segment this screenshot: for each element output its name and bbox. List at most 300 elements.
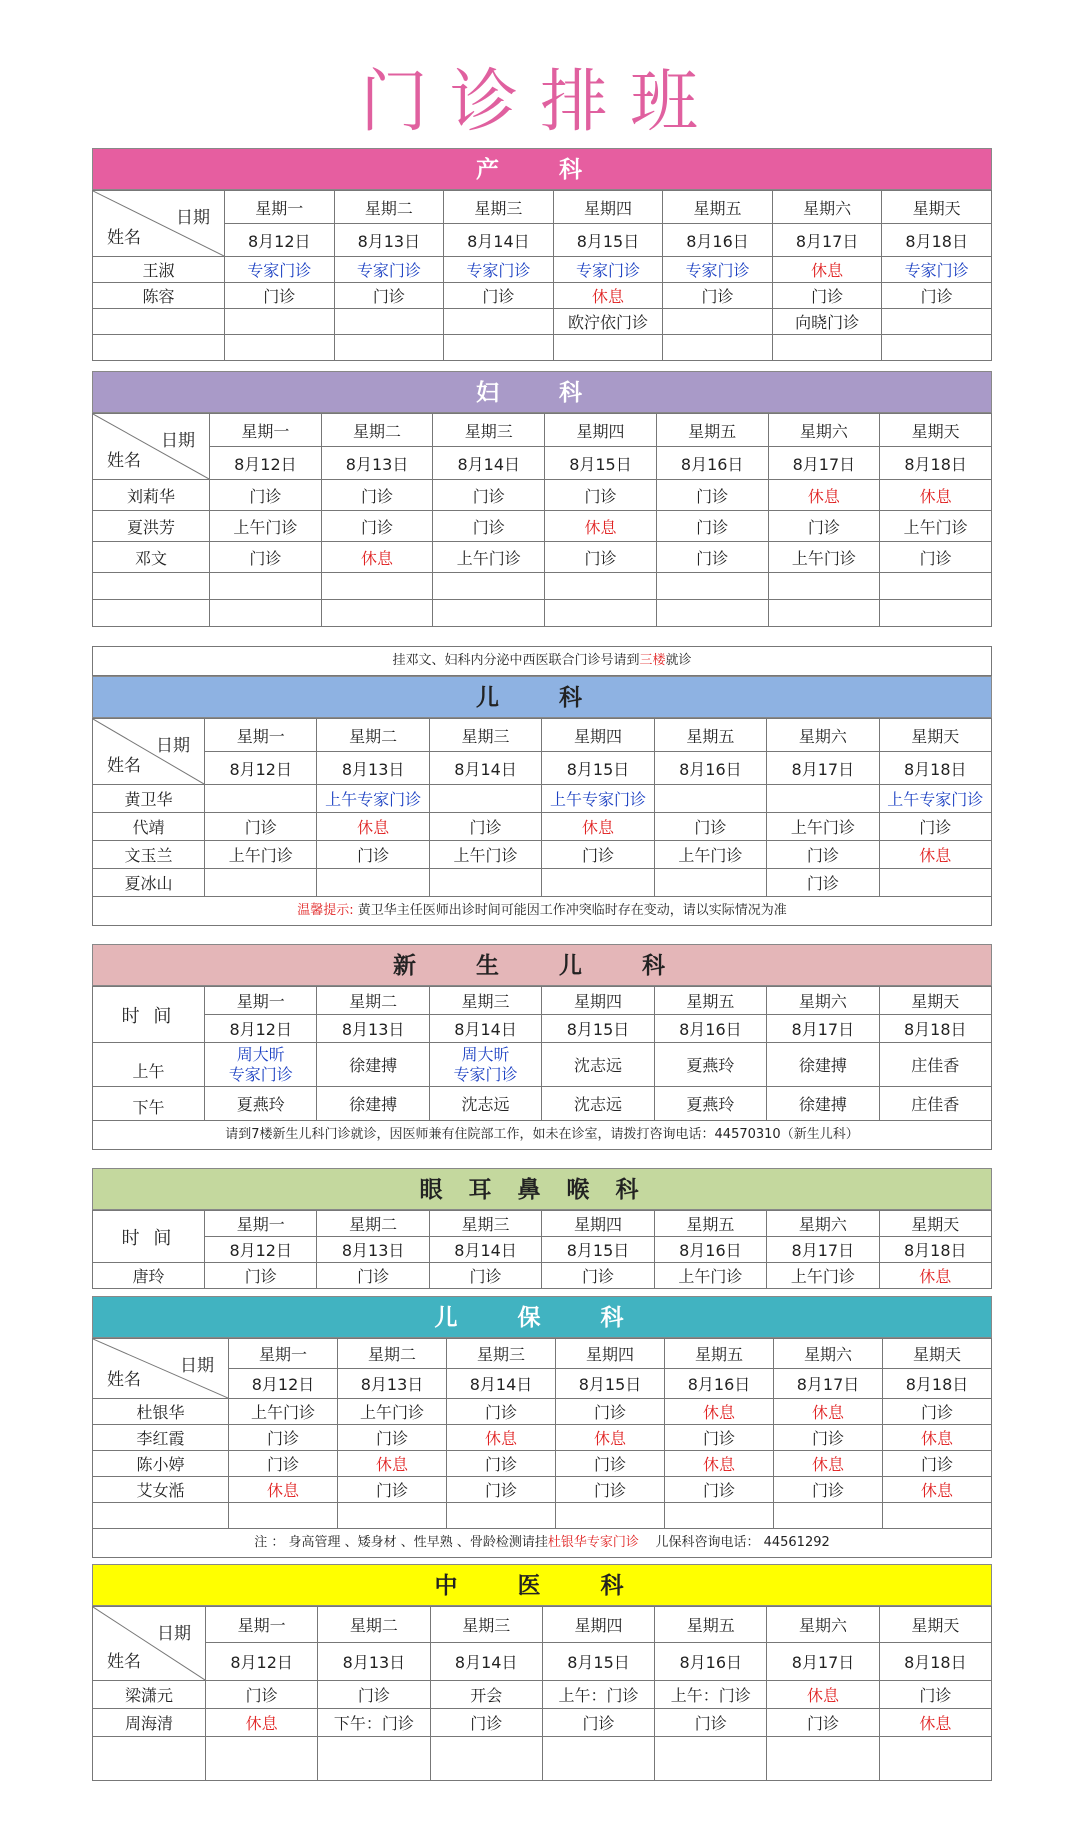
doctor-name: 陈小婷: [93, 1451, 229, 1477]
date-header: 8月18日: [879, 1643, 991, 1681]
date-label: 日期: [157, 1624, 191, 1644]
schedule-cell: 门诊: [545, 480, 657, 511]
doctor-name: 唐玲: [93, 1263, 205, 1289]
date-header: 8月18日: [880, 447, 992, 480]
doctor-name: 夏冰山: [93, 869, 205, 897]
schedule-row: [93, 1263, 992, 1289]
section-gynecology: [92, 371, 992, 627]
doctor-name: 刘莉华: [93, 480, 210, 511]
date-header: 8月16日: [665, 1369, 774, 1399]
schedule-cell: 休息: [317, 813, 429, 841]
section-title: 儿 保 科: [92, 1296, 992, 1338]
date-header: 8月18日: [882, 224, 992, 257]
schedule-cell: 休息: [229, 1477, 338, 1503]
neonatal-note: 请到7楼新生儿科门诊就诊，因医师兼有住院部工作，如未在诊室，请拨打咨询电话：44570310（新生儿科）: [92, 1121, 992, 1150]
schedule-cell: 休息: [767, 1681, 879, 1709]
third-floor-note: 挂邓文、妇科内分泌中西医联合门诊号请到三楼就诊: [92, 646, 992, 676]
diagonal-header: [93, 1339, 229, 1399]
schedule-cell: 门诊: [205, 813, 317, 841]
schedule-cell: 专家门诊: [553, 257, 663, 283]
weekday-header: 星期二: [317, 987, 429, 1015]
schedule-cell: 门诊: [447, 1399, 556, 1425]
schedule-cell: 门诊: [556, 1399, 665, 1425]
schedule-table: [92, 1338, 992, 1529]
schedule-cell: 上午专家门诊: [542, 785, 654, 813]
schedule-cell: 休息: [321, 542, 433, 573]
schedule-table: [92, 986, 992, 1121]
date-header: 8月17日: [767, 752, 879, 785]
schedule-cell: 徐建搏: [767, 1043, 879, 1087]
schedule-cell: 门诊: [430, 1709, 542, 1737]
schedule-cell: 门诊: [883, 1399, 992, 1425]
weekday-header: 星期天: [880, 414, 992, 447]
schedule-cell: 徐建搏: [317, 1043, 429, 1087]
schedule-cell: 门诊: [542, 1709, 654, 1737]
date-header: 8月17日: [767, 1643, 879, 1681]
schedule-cell: 上午门诊: [229, 1399, 338, 1425]
schedule-cell: 专家门诊: [882, 257, 992, 283]
date-header: 8月18日: [879, 1015, 991, 1043]
schedule-cell: 门诊: [656, 542, 768, 573]
schedule-cell: 门诊: [665, 1477, 774, 1503]
schedule-row: [93, 1681, 992, 1709]
schedule-cell: 门诊: [433, 511, 545, 542]
diagonal-header: [93, 1607, 206, 1681]
schedule-cell: 门诊: [206, 1681, 318, 1709]
schedule-row: [93, 542, 992, 573]
schedule-cell: 上午门诊: [433, 542, 545, 573]
section-title: 产 科: [92, 148, 992, 190]
schedule-cell: [654, 869, 766, 897]
schedule-cell: 门诊: [447, 1477, 556, 1503]
date-header: 8月12日: [205, 1015, 317, 1043]
schedule-cell: 休息: [556, 1425, 665, 1451]
section-title: 中 医 科: [92, 1564, 992, 1606]
schedule-table: [92, 413, 992, 627]
schedule-cell: 门诊: [542, 841, 654, 869]
doctor-name: [93, 309, 225, 335]
am-label: 上午: [93, 1043, 205, 1087]
date-header: 8月15日: [542, 1237, 654, 1263]
name-label: 姓名: [107, 1370, 141, 1390]
schedule-cell: 沈志远: [542, 1043, 654, 1087]
schedule-cell: 门诊: [882, 283, 992, 309]
weekday-header: 星期五: [665, 1339, 774, 1369]
section-obstetrics: [92, 148, 992, 361]
schedule-cell: [205, 869, 317, 897]
date-header: 8月18日: [879, 1237, 991, 1263]
schedule-cell: 休息: [545, 511, 657, 542]
schedule-cell: 徐建搏: [767, 1087, 879, 1121]
date-header: 8月13日: [318, 1643, 430, 1681]
schedule-cell: 门诊: [772, 283, 882, 309]
weekday-header: 星期五: [654, 987, 766, 1015]
schedule-cell: 门诊: [656, 511, 768, 542]
date-header: 8月14日: [429, 752, 541, 785]
schedule-cell: 门诊: [767, 1709, 879, 1737]
weekday-header: 星期二: [338, 1339, 447, 1369]
am-row: [93, 1043, 992, 1087]
schedule-cell: 夏燕玲: [654, 1043, 766, 1087]
date-header: 8月16日: [663, 224, 773, 257]
weekday-header: 星期六: [767, 1607, 879, 1643]
weekday-header: 星期五: [654, 1211, 766, 1237]
date-header: 8月14日: [433, 447, 545, 480]
schedule-cell: 门诊: [879, 1681, 991, 1709]
schedule-row: [93, 480, 992, 511]
weekday-header: 星期一: [205, 1211, 317, 1237]
schedule-cell: 休息: [880, 480, 992, 511]
schedule-table: [92, 1606, 992, 1781]
schedule-cell: [429, 785, 541, 813]
schedule-cell: 上午门诊: [767, 813, 879, 841]
schedule-cell: 休息: [206, 1709, 318, 1737]
schedule-cell: 沈志远: [542, 1087, 654, 1121]
schedule-cell: 夏燕玲: [205, 1087, 317, 1121]
date-header: 8月14日: [444, 224, 554, 257]
weekday-header: 星期天: [879, 1211, 991, 1237]
doctor-name: 夏洪芳: [93, 511, 210, 542]
schedule-row: [93, 1709, 992, 1737]
weekday-header: 星期六: [768, 414, 880, 447]
section-title: 妇 科: [92, 371, 992, 413]
weekday-header: 星期六: [767, 987, 879, 1015]
weekday-header: 星期二: [317, 719, 429, 752]
schedule-cell: 门诊: [542, 1263, 654, 1289]
weekday-header: 星期四: [542, 1607, 654, 1643]
section-pediatrics: [92, 676, 992, 926]
schedule-cell: 门诊: [317, 841, 429, 869]
weekday-header: 星期一: [229, 1339, 338, 1369]
doctor-name: 李红霞: [93, 1425, 229, 1451]
date-header: 8月15日: [556, 1369, 665, 1399]
weekday-header: 星期三: [444, 191, 554, 224]
date-header: 8月13日: [317, 1015, 429, 1043]
weekday-header: 星期二: [321, 414, 433, 447]
weekday-header: 星期四: [542, 719, 654, 752]
doctor-name: 杜银华: [93, 1399, 229, 1425]
schedule-cell: 休息: [338, 1451, 447, 1477]
weekday-header: 星期三: [433, 414, 545, 447]
weekday-header: 星期天: [882, 191, 992, 224]
schedule-cell: [767, 785, 879, 813]
schedule-cell: 门诊: [768, 511, 880, 542]
date-header: 8月12日: [205, 1237, 317, 1263]
doctor-name: 艾女湉: [93, 1477, 229, 1503]
weekday-header: 星期三: [429, 987, 541, 1015]
weekday-header: 星期四: [542, 987, 654, 1015]
section-neonatal: [92, 944, 992, 1150]
schedule-cell: 上午专家门诊: [317, 785, 429, 813]
schedule-row: [93, 1425, 992, 1451]
weekday-header: 星期三: [429, 1211, 541, 1237]
schedule-cell: 门诊: [774, 1425, 883, 1451]
date-label: 日期: [161, 431, 195, 451]
date-header: 8月14日: [429, 1237, 541, 1263]
date-label: 日期: [180, 1356, 214, 1376]
schedule-cell: 门诊: [656, 480, 768, 511]
schedule-cell: 专家门诊: [444, 257, 554, 283]
date-header: 8月16日: [655, 1643, 767, 1681]
name-label: 姓名: [107, 228, 141, 248]
schedule-cell: 门诊: [444, 283, 554, 309]
schedule-cell: 专家门诊: [334, 257, 444, 283]
schedule-row: [93, 813, 992, 841]
date-header: 8月14日: [429, 1015, 541, 1043]
name-label: 姓名: [107, 756, 141, 776]
date-header: 8月18日: [883, 1369, 992, 1399]
date-header: 8月13日: [317, 752, 429, 785]
doctor-name: 黄卫华: [93, 785, 205, 813]
schedule-cell: 门诊: [318, 1681, 430, 1709]
date-header: 8月15日: [553, 224, 663, 257]
date-header: 8月13日: [317, 1237, 429, 1263]
weekday-header: 星期四: [553, 191, 663, 224]
schedule-cell: 休息: [772, 257, 882, 283]
pediatrics-tip: 温馨提示: 黄卫华主任医师出诊时间可能因工作冲突临时存在变动，请以实际情况为准: [92, 897, 992, 926]
schedule-cell: 上午门诊: [654, 1263, 766, 1289]
date-header: 8月15日: [542, 1015, 654, 1043]
section-childcare: [92, 1296, 992, 1558]
weekday-header: 星期六: [767, 719, 879, 752]
schedule-cell: 门诊: [433, 480, 545, 511]
schedule-cell: 休息: [879, 1263, 991, 1289]
schedule-cell: 上午：门诊: [655, 1681, 767, 1709]
schedule-cell: 门诊: [429, 813, 541, 841]
schedule-cell: 休息: [883, 1477, 992, 1503]
weekday-header: 星期一: [225, 191, 335, 224]
weekday-header: 星期天: [879, 987, 991, 1015]
schedule-cell: 休息: [665, 1451, 774, 1477]
date-header: 8月15日: [542, 1643, 654, 1681]
schedule-cell: 门诊: [767, 869, 879, 897]
schedule-cell: 上午门诊: [768, 542, 880, 573]
doctor-name: 王淑: [93, 257, 225, 283]
date-header: 8月13日: [338, 1369, 447, 1399]
schedule-cell: 门诊: [229, 1451, 338, 1477]
weekday-header: 星期三: [447, 1339, 556, 1369]
schedule-table: [92, 190, 992, 361]
schedule-cell: 周大昕 专家门诊: [429, 1043, 541, 1087]
page-title: 门诊排班: [359, 63, 720, 142]
doctor-name: 代靖: [93, 813, 205, 841]
date-header: 8月17日: [774, 1369, 883, 1399]
weekday-header: 星期六: [772, 191, 882, 224]
weekday-header: 星期天: [883, 1339, 992, 1369]
date-header: 8月18日: [879, 752, 991, 785]
schedule-row: [93, 869, 992, 897]
schedule-row: [93, 841, 992, 869]
date-header: 8月17日: [772, 224, 882, 257]
schedule-cell: 休息: [774, 1451, 883, 1477]
date-header: 8月12日: [206, 1643, 318, 1681]
schedule-cell: 庄佳香: [879, 1043, 991, 1087]
section-title: 儿 科: [92, 676, 992, 718]
weekday-header: 星期三: [430, 1607, 542, 1643]
schedule-cell: 门诊: [654, 813, 766, 841]
weekday-header: 星期三: [429, 719, 541, 752]
weekday-header: 星期二: [318, 1607, 430, 1643]
schedule-cell: 休息: [774, 1399, 883, 1425]
schedule-row: [93, 1451, 992, 1477]
schedule-cell: 上午门诊: [654, 841, 766, 869]
schedule-cell: 门诊: [338, 1425, 447, 1451]
schedule-row: [93, 1399, 992, 1425]
doctor-name: 梁潇元: [93, 1681, 206, 1709]
pm-row: [93, 1087, 992, 1121]
schedule-cell: 上午门诊: [205, 841, 317, 869]
schedule-cell: 门诊: [883, 1451, 992, 1477]
schedule-row: [93, 309, 992, 335]
schedule-cell: 庄佳香: [879, 1087, 991, 1121]
schedule-cell: 专家门诊: [225, 257, 335, 283]
date-header: 8月16日: [654, 752, 766, 785]
schedule-cell: 上午门诊: [210, 511, 322, 542]
date-header: 8月12日: [225, 224, 335, 257]
schedule-table: [92, 718, 992, 897]
schedule-cell: 门诊: [338, 1477, 447, 1503]
schedule-cell: 休息: [542, 813, 654, 841]
schedule-cell: 沈志远: [429, 1087, 541, 1121]
schedule-cell: 门诊: [545, 542, 657, 573]
section-tcm: [92, 1564, 992, 1781]
diagonal-header: [93, 191, 225, 257]
name-label: 姓名: [107, 1652, 141, 1672]
weekday-header: 星期一: [205, 987, 317, 1015]
schedule-cell: 专家门诊: [663, 257, 773, 283]
schedule-cell: 开会: [430, 1681, 542, 1709]
schedule-cell: 休息: [879, 841, 991, 869]
childcare-note: 注 ： 身高管理 、矮身材 、性早熟 、骨龄检测请挂杜银华专家门诊 儿保科咨询电话： 44561292: [92, 1529, 992, 1558]
doctor-name: 邓文: [93, 542, 210, 573]
weekday-header: 星期六: [774, 1339, 883, 1369]
schedule-row: [93, 283, 992, 309]
schedule-table: [92, 1210, 992, 1289]
weekday-header: 星期四: [542, 1211, 654, 1237]
schedule-cell: [317, 869, 429, 897]
schedule-cell: 休息: [768, 480, 880, 511]
weekday-header: 星期四: [545, 414, 657, 447]
diagonal-header: [93, 414, 210, 480]
schedule-cell: 门诊: [210, 542, 322, 573]
weekday-header: 星期二: [317, 1211, 429, 1237]
schedule-cell: [429, 869, 541, 897]
schedule-cell: 门诊: [334, 283, 444, 309]
schedule-cell: 上午门诊: [429, 841, 541, 869]
schedule-row: [93, 785, 992, 813]
weekday-header: 星期四: [556, 1339, 665, 1369]
schedule-cell: 上午门诊: [338, 1399, 447, 1425]
schedule-cell: [334, 309, 444, 335]
time-label: 时 间: [93, 987, 205, 1043]
date-header: 8月15日: [542, 752, 654, 785]
section-title: 眼耳鼻喉科: [92, 1168, 992, 1210]
date-header: 8月13日: [321, 447, 433, 480]
schedule-cell: 门诊: [556, 1477, 665, 1503]
doctor-name: 陈容: [93, 283, 225, 309]
schedule-row: [93, 1477, 992, 1503]
schedule-cell: 门诊: [210, 480, 322, 511]
schedule-cell: 门诊: [665, 1425, 774, 1451]
date-header: 8月12日: [229, 1369, 338, 1399]
schedule-cell: 夏燕玲: [654, 1087, 766, 1121]
date-header: 8月14日: [447, 1369, 556, 1399]
weekday-header: 星期二: [334, 191, 444, 224]
schedule-cell: 门诊: [429, 1263, 541, 1289]
doctor-name: 周海清: [93, 1709, 206, 1737]
schedule-cell: 上午：门诊: [542, 1681, 654, 1709]
schedule-cell: 周大昕 专家门诊: [205, 1043, 317, 1087]
date-header: 8月12日: [205, 752, 317, 785]
weekday-header: 星期一: [210, 414, 322, 447]
date-header: 8月16日: [656, 447, 768, 480]
weekday-header: 星期五: [656, 414, 768, 447]
schedule-cell: 门诊: [663, 283, 773, 309]
date-header: 8月14日: [430, 1643, 542, 1681]
schedule-cell: 门诊: [447, 1451, 556, 1477]
schedule-cell: 门诊: [321, 511, 433, 542]
schedule-cell: [205, 785, 317, 813]
doctor-name: 文玉兰: [93, 841, 205, 869]
schedule-cell: 门诊: [655, 1709, 767, 1737]
date-header: 8月16日: [654, 1237, 766, 1263]
schedule-cell: [882, 309, 992, 335]
weekday-header: 星期一: [205, 719, 317, 752]
schedule-cell: [542, 869, 654, 897]
schedule-cell: 休息: [665, 1399, 774, 1425]
weekday-header: 星期天: [879, 719, 991, 752]
name-label: 姓名: [107, 451, 141, 471]
date-header: 8月15日: [545, 447, 657, 480]
date-header: 8月12日: [210, 447, 322, 480]
schedule-cell: 徐建搏: [317, 1087, 429, 1121]
schedule-cell: 门诊: [879, 813, 991, 841]
date-header: 8月13日: [334, 224, 444, 257]
date-header: 8月16日: [654, 1015, 766, 1043]
schedule-cell: 门诊: [205, 1263, 317, 1289]
date-header: 8月17日: [767, 1237, 879, 1263]
schedule-cell: 上午门诊: [767, 1263, 879, 1289]
schedule-cell: 上午专家门诊: [879, 785, 991, 813]
pm-label: 下午: [93, 1087, 205, 1121]
schedule-cell: [663, 309, 773, 335]
date-label: 日期: [156, 736, 190, 756]
diagonal-header: [93, 719, 205, 785]
weekday-header: 星期五: [655, 1607, 767, 1643]
schedule-row: [93, 511, 992, 542]
section-title: 新 生 儿 科: [92, 944, 992, 986]
section-ent: [92, 1168, 992, 1289]
schedule-cell: 门诊: [317, 1263, 429, 1289]
schedule-row: [93, 257, 992, 283]
schedule-cell: 休息: [553, 283, 663, 309]
schedule-cell: 门诊: [229, 1425, 338, 1451]
schedule-cell: 下午：门诊: [318, 1709, 430, 1737]
schedule-cell: 休息: [883, 1425, 992, 1451]
weekday-header: 星期五: [654, 719, 766, 752]
schedule-cell: [879, 869, 991, 897]
schedule-cell: 门诊: [321, 480, 433, 511]
schedule-cell: [654, 785, 766, 813]
schedule-cell: 上午门诊: [880, 511, 992, 542]
date-header: 8月17日: [768, 447, 880, 480]
schedule-cell: [225, 309, 335, 335]
weekday-header: 星期一: [206, 1607, 318, 1643]
schedule-cell: 欧泞依门诊: [553, 309, 663, 335]
schedule-cell: 门诊: [774, 1477, 883, 1503]
schedule-cell: 门诊: [767, 841, 879, 869]
weekday-header: 星期天: [879, 1607, 991, 1643]
